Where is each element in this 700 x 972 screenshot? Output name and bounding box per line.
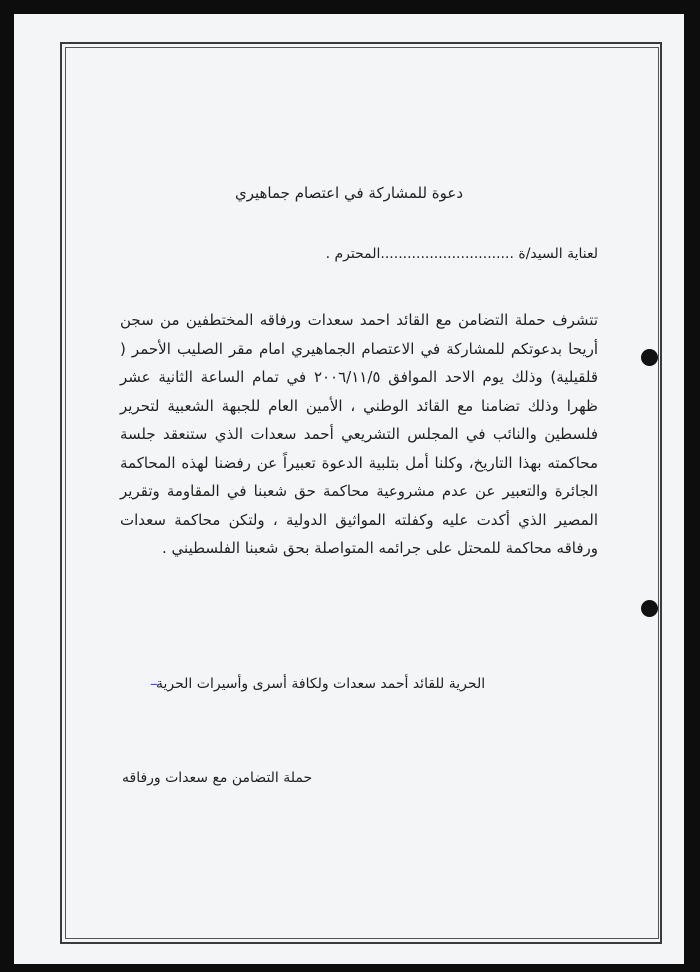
paper-sheet: [14, 14, 684, 964]
signature-line: حملة التضامن مع سعدات ورفاقه: [122, 770, 313, 786]
pen-mark-dash: –: [150, 674, 158, 693]
body-paragraph: تتشرف حملة التضامن مع القائد احمد سعدات ورفاقه المختطفين من سجن أريحا بدعوتكم للمشاركة في الاعتصام الجماهيري امام مقر الصليب الأحمر ( قلقيلية) وذلك يوم الاحد الموافق ٢٠٠٦/١١/٥ في تمام الساعة الثانية عشر ظهرا وذلك تضامنا مع القائد الوطني ، الأمين العام للجبهة الشعبية لتحرير فلسطين والنائب في المجلس التشريعي أحمد سعدات الذي ستنعقد جلسة محاكمته بهذا التاريخ، وكلنا أمل بتلبية الدعوة تعبيراً عن رفضنا لهذه المحاكمة الجائرة والتعبير عن عدم مشروعية محاكمة حق شعبنا في المقاومة وتقرير المصير الذي أكدت عليه وكفلته المواثيق الدولية ، ولتكن محاكمة سعدات ورفاقه محاكمة للمحتل على جرائمه المتواصلة بحق شعبنا الفلسطيني .: [120, 311, 598, 557]
punch-hole-bottom: [641, 600, 658, 617]
slogan-line: الحرية للقائد أحمد سعدات ولكافة أسرى وأسيرات الحرية: [156, 676, 486, 692]
document-title: دعوة للمشاركة في اعتصام جماهيري: [234, 184, 464, 202]
address-line: لعناية السيد/ة ..............................المحترم .: [325, 246, 598, 262]
punch-hole-top: [641, 349, 658, 366]
